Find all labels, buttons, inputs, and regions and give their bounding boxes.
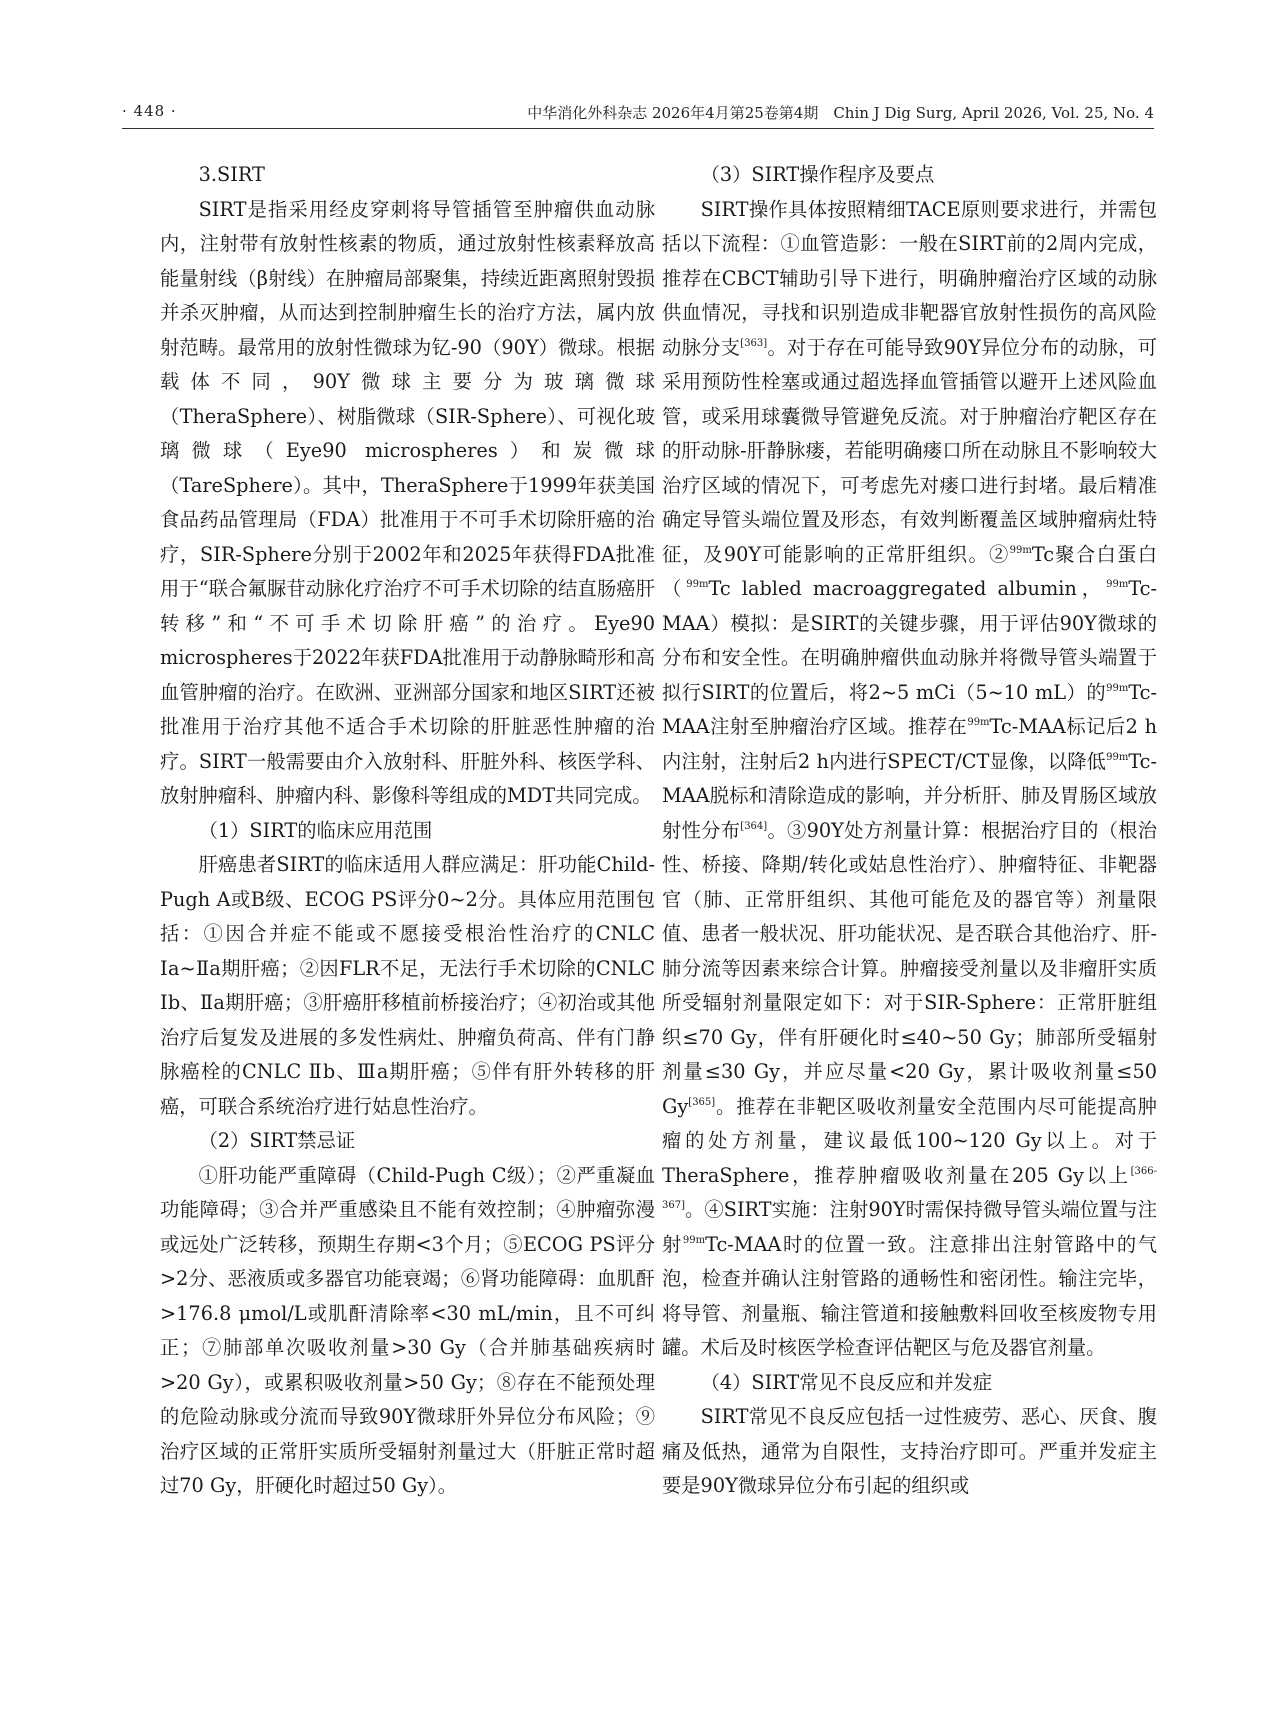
isotope-mass-number: 99m	[1106, 751, 1129, 763]
isotope-mass-number: 99m	[1106, 682, 1129, 694]
text-run: 。③90Y处方剂量计算：根据治疗目的（根治性、桥接、降期/转化或姑息性治疗）、肿瘤特征、非靶器官（肺、正常肝组织、其他可能危及的器官等）剂量限值、患者一般状况、肝功能状况、是否联合其他治疗、肝-肺分流等因素来综合计算。肿瘤接受剂量以及非瘤肝实质所受辐射剂量限定如下：对于SIR-Sphere：正常肝脏组织≤70 Gy，伴有肝硬化时≤40~50 Gy；肺部所受辐射剂量≤30 Gy，并应尽量<20 Gy，累计吸收剂量≤50 Gy	[662, 818, 1158, 1118]
citation-ref: [365]	[688, 1096, 716, 1108]
paragraph-procedure	[662, 193, 1157, 1366]
text-run: Tc-MAA脱标和清除造成的影响，并分析肝、肺及胃肠区域放射性分布	[662, 749, 1157, 842]
text-run: SIRT操作具体按照精细TACE原则要求进行，并需包括以下流程：①血管造影：一般在SIRT前的2周内完成，推荐在CBCT辅助引导下进行，明确肿瘤治疗区域的动脉供血情况，寻找和识别造成非靶器官放射性损伤的高风险动脉分支	[662, 197, 1157, 359]
subheading-adverse-events: （4）SIRT常见不良反应和并发症	[700, 1370, 993, 1394]
right-column	[662, 158, 1157, 1504]
isotope-mass-number: 99m	[1009, 544, 1032, 556]
subheading-contraindications: （2）SIRT禁忌证	[198, 1129, 356, 1152]
section-title: 3.SIRT	[198, 163, 265, 186]
isotope-mass-number: 99m	[1106, 579, 1129, 590]
text-run: Tc-MAA）模拟：是SIRT的关键步骤，用于评估90Y微球的分布和安全性。在明确肿瘤供血动脉并将微导管头端置于拟行SIRT的位置后，将2~5 mCi（5~10 mL）的	[662, 577, 1157, 704]
text-run: Tc聚合白蛋白（	[662, 542, 1157, 600]
left-column	[160, 158, 655, 1504]
citation-ref: [364]	[740, 820, 768, 832]
subheading-indications: （1）SIRT的临床应用范围	[198, 818, 433, 842]
journal-citation: 中华消化外科杂志 2026年4月第25卷第4期 Chin J Dig Surg, April 2026, Vol. 25, No. 4	[527, 104, 1154, 122]
text-run: Tc-MAA标记后2 h内注射，注射后2 h内进行SPECT/CT显像，以降低	[662, 715, 1157, 773]
paragraph-sirt-overview: SIRT是指采用经皮穿刺将导管插管至肿瘤供血动脉内，注射带有放射性核素的物质，通过放射性核素释放高能量射线（β射线）在肿瘤局部聚集，持续近距离照射毁损并杀灭肿瘤，从而达到控制肿瘤生长的治疗方法，属内放射范畴。最常用的放射性微球为钇-90（90Y）微球。根据载体不同，90Y微球主要分为玻璃微球（TheraSphere）、树脂微球（SIR-Sphere）、可视化玻璃微球（Eye90 microspheres）和炭微球（TareSphere）。其中，TheraSphere于1999年获美国食品药品管理局（FDA）批准用于不可手术切除肝癌的治疗，SIR-Sphere分别于2002年和2025年获得FDA批准用于“联合氟脲苷动脉化疗治疗不可手术切除的结直肠癌肝转移”和“不可手术切除肝癌”的治疗。Eye90 microspheres于2022年获FDA批准用于动静脉畸形和高血管肿瘤的治疗。在欧洲、亚洲部分国家和地区SIRT还被批准用于治疗其他不适合手术切除的肝脏恶性肿瘤的治疗。SIRT一般需要由介入放射科、肝脏外科、核医学科、放射肿瘤科、肿瘤内科、影像科等组成的MDT共同完成。	[160, 197, 655, 807]
text-run: Tc-MAA注射至肿瘤治疗区域。推荐在	[662, 680, 1157, 738]
isotope-mass-number: 99m	[686, 579, 709, 590]
paragraph-contraindications: ①肝功能严重障碍（Child-Pugh C级）；②严重凝血功能障碍；③合并严重感染且不能有效控制；④肿瘤弥漫或远处广泛转移，预期生存期<3个月；⑤ECOG PS评分>2分、恶液质或多器官功能衰竭；⑥肾功能障碍：血肌酐>176.8 μmol/L或肌酐清除率<30 mL/min，且不可纠正；⑦肺部单次吸收剂量>30 Gy（合并肺基础疾病时>20 Gy），或累积吸收剂量>50 Gy；⑧存在不能预处理的危险动脉或分流而导致90Y微球肝外异位分布风险；⑨治疗区域的正常肝实质所受辐射剂量过大（肝脏正常时超过70 Gy，肝硬化时超过50 Gy）。	[160, 1163, 655, 1497]
subheading-procedure: （3）SIRT操作程序及要点	[700, 163, 935, 186]
paragraph-indications: 肝癌患者SIRT的临床适用人群应满足：肝功能Child-Pugh A或B级、ECOG PS评分0~2分。具体应用范围包括：①因合并症不能或不愿接受根治性治疗的CNLC Ⅰa~Ⅱa期肝癌；②因FLR不足，无法行手术切除的CNLC Ⅰb、Ⅱa期肝癌；③肝癌肝移植前桥接治疗；④初治或其他治疗后复发及进展的多发性病灶、肿瘤负荷高、伴有门静脉癌栓的CNLC Ⅱb、Ⅲa期肝癌；⑤伴有肝外转移的肝癌，可联合系统治疗进行姑息性治疗。	[160, 853, 655, 1118]
text-run: 。④SIRT实施：注射90Y时需保持微导管头端位置与注射	[662, 1198, 1157, 1256]
text-run: Tc-MAA时的位置一致。注意排出注射管路中的气泡，检查并确认注射管路的通畅性和密闭性。输注完毕，将导管、剂量瓶、输注管道和接触敷料回收至核废物专用罐。术后及时核医学检查评估靶区与危及器官剂量。	[662, 1232, 1157, 1359]
running-header	[122, 100, 1154, 129]
page-number: · 448 ·	[122, 102, 177, 120]
text-run: Tc labled macroaggregated albumin，	[708, 577, 1107, 600]
citation-ref: [363]	[740, 337, 768, 349]
citation-ref: [366-367]	[662, 1165, 1157, 1211]
isotope-mass-number: 99m	[682, 1234, 706, 1246]
isotope-mass-number: 99m	[967, 717, 990, 728]
text-run: 。对于存在可能导致90Y异位分布的动脉，可采用预防性栓塞或通过超选择血管插管以避开上述风险血管，或采用球囊微导管避免反流。对于肿瘤治疗靶区存在的肝动脉-肝静脉瘘，若能明确瘘口所在动脉且不影响较大治疗区域的情况下，可考虑先对瘘口进行封堵。最后精准确定导管头端位置及形态，有效判断覆盖区域肿瘤病灶特征，及90Y可能影响的正常肝组织。②	[662, 335, 1158, 566]
paragraph-adverse-events: SIRT常见不良反应包括一过性疲劳、恶心、厌食、腹痛及低热，通常为自限性，支持治疗即可。严重并发症主要是90Y微球异位分布引起的组织或	[662, 1405, 1157, 1497]
text-run: 。推荐在非靶区吸收剂量安全范围内尽可能提高肿瘤的处方剂量，建议最低100~120 Gy以上。对于TheraSphere，推荐肿瘤吸收剂量在205 Gy以上	[662, 1094, 1157, 1187]
